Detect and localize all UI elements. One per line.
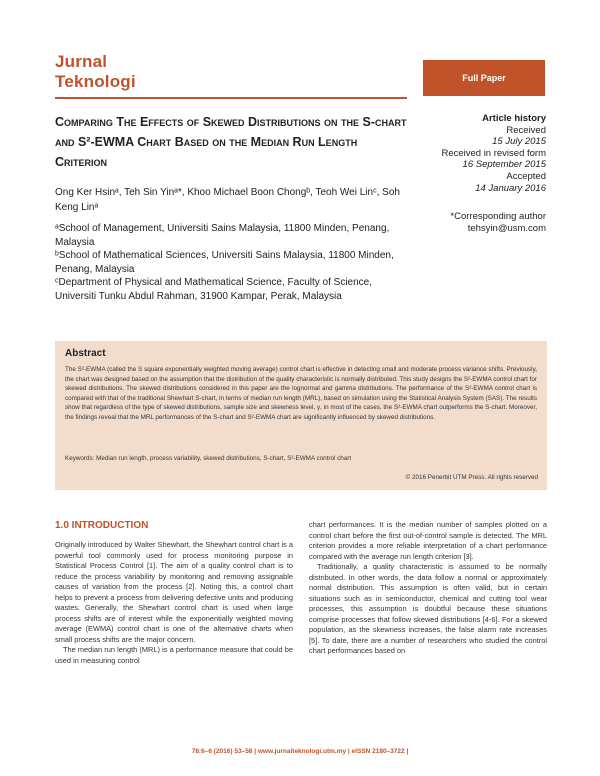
abstract-text: The S²-EWMA (called the S square exponentially weighted moving average) control chart is effective in detecting small and moderate process variance shifts. Previously, the chart was designed based on the assumption that the distribution of the quality characteristic is normally distributed. This study designs the S²-EWMA control chart for skewed distributions. The skewed distributions considered in this paper are the lognormal and gamma distributions. The performance of the S²-EWMA control chart is compared with that of the traditional Shewhart S-chart, in terms of median run length (MRL), based on simulation using the Statistical Analysis System (SAS). The results show that regardless of the type of skewed distributions, sample size and skewness level, γ, in most of the cases, the S²-EWMA chart outperforms the S-chart. Moreover, the findings reveal that the MRL performances of the S-chart and S²-EWMA chart are significantly influenced by skewed distributions. <box>65 366 537 421</box>
affiliations <box>55 222 407 303</box>
paragraph: Traditionally, a quality characteristic is assumed to be normally distributed. In other words, the data follow a normal or approximately normal distribution. This assumption is often valid, but in certain situations such as in semiconductor, chemical and cutting tool wear processes, this assumption is doubtful because these situations comprise processes that follow skewed distributions [4-6]. For a skewed population, as the skewness increases, the false alarm rate increases [5]. To date, there are a number of researchers who studied the control chart performances based on <box>309 562 547 655</box>
affiliation-a: ᵃSchool of Management, Universiti Sains Malaysia, 11800 Minden, Penang, Malaysia <box>55 223 390 248</box>
section-heading: 1.0 INTRODUCTION <box>55 520 149 531</box>
body-column-right <box>309 520 547 657</box>
header-rule <box>55 97 407 99</box>
accepted-label: Accepted <box>506 170 546 182</box>
abstract-box <box>55 341 547 490</box>
author-list: Ong Ker Hsinᵃ, Teh Sin Yinᵃ*, Khoo Michael Boon Chongᵇ, Teoh Wei Linᶜ, Soh Keng Linᵃ <box>55 187 400 213</box>
corresponding-email[interactable]: tehsyin@usm.com <box>467 223 546 234</box>
abstract-heading: Abstract <box>65 348 106 359</box>
copyright: © 2016 Penerbit UTM Press. All rights reserved <box>405 474 538 481</box>
journal-logo <box>55 52 136 92</box>
history-heading: Article history <box>482 113 546 124</box>
paper-title: Comparing The Effects of Skewed Distributions on the S-chart and S²-EWMA Chart Based on the Median Run Length Criterion <box>55 115 407 169</box>
revised-label: Received in revised form <box>441 147 546 159</box>
full-paper-badge: Full Paper <box>423 60 545 96</box>
affiliation-c: ᶜDepartment of Physical and Mathematical Science, Faculty of Science, Universiti Tunku Abdul Rahman, 31900 Kampar, Perak, Malaysia <box>55 277 373 302</box>
journal-name-line2: Teknologi <box>55 72 136 91</box>
corresponding-label: *Corresponding author <box>450 211 546 222</box>
corresponding-author <box>410 211 546 235</box>
article-history <box>410 113 546 194</box>
journal-name-line1: Jurnal <box>55 52 108 71</box>
revised-date: 16 September 2015 <box>462 159 546 171</box>
page-footer: 78:6–6 (2016) 53–58 | www.jurnalteknologi.utm.my | eISSN 2180–3722 | <box>191 748 409 755</box>
paragraph: Originally introduced by Walter Shewhart, the Shewhart control chart is a powerful tool commonly used for process monitoring purpose in Statistical Process Control [1]. The aim of a quality control chart is to reduce the process variability by monitoring and removing assignable causes of variation from the process [2]. Noting this, a control chart helps to prevent a process from delivering defective units and producing wastes. Generally, the Shewhart control chart is used when large process shifts are of interest while the exponentially weighted moving average (EWMA) control chart is one of the alternative charts when small process shifts are the major concern. <box>55 540 293 644</box>
paragraph: chart performances. It is the median number of samples plotted on a control chart before the first out-of-control sample is detected. The MRL criterion provides a more reliable interpretation of a chart performance compared with the average run length criterion [3]. <box>309 520 547 561</box>
received-date: 15 July 2015 <box>492 136 546 148</box>
received-label: Received <box>506 124 546 136</box>
paragraph: The median run length (MRL) is a performance measure that could be used in measuring control <box>55 645 293 665</box>
accepted-date: 14 January 2016 <box>475 182 546 194</box>
body-column-left <box>55 520 293 666</box>
keywords: Keywords: Median run length, process variability, skewed distributions, S-chart, S²-EWMA control chart <box>65 455 352 462</box>
affiliation-b: ᵇSchool of Mathematical Sciences, Universiti Sains Malaysia, 11800 Minden, Penang, Malaysia <box>55 250 394 275</box>
